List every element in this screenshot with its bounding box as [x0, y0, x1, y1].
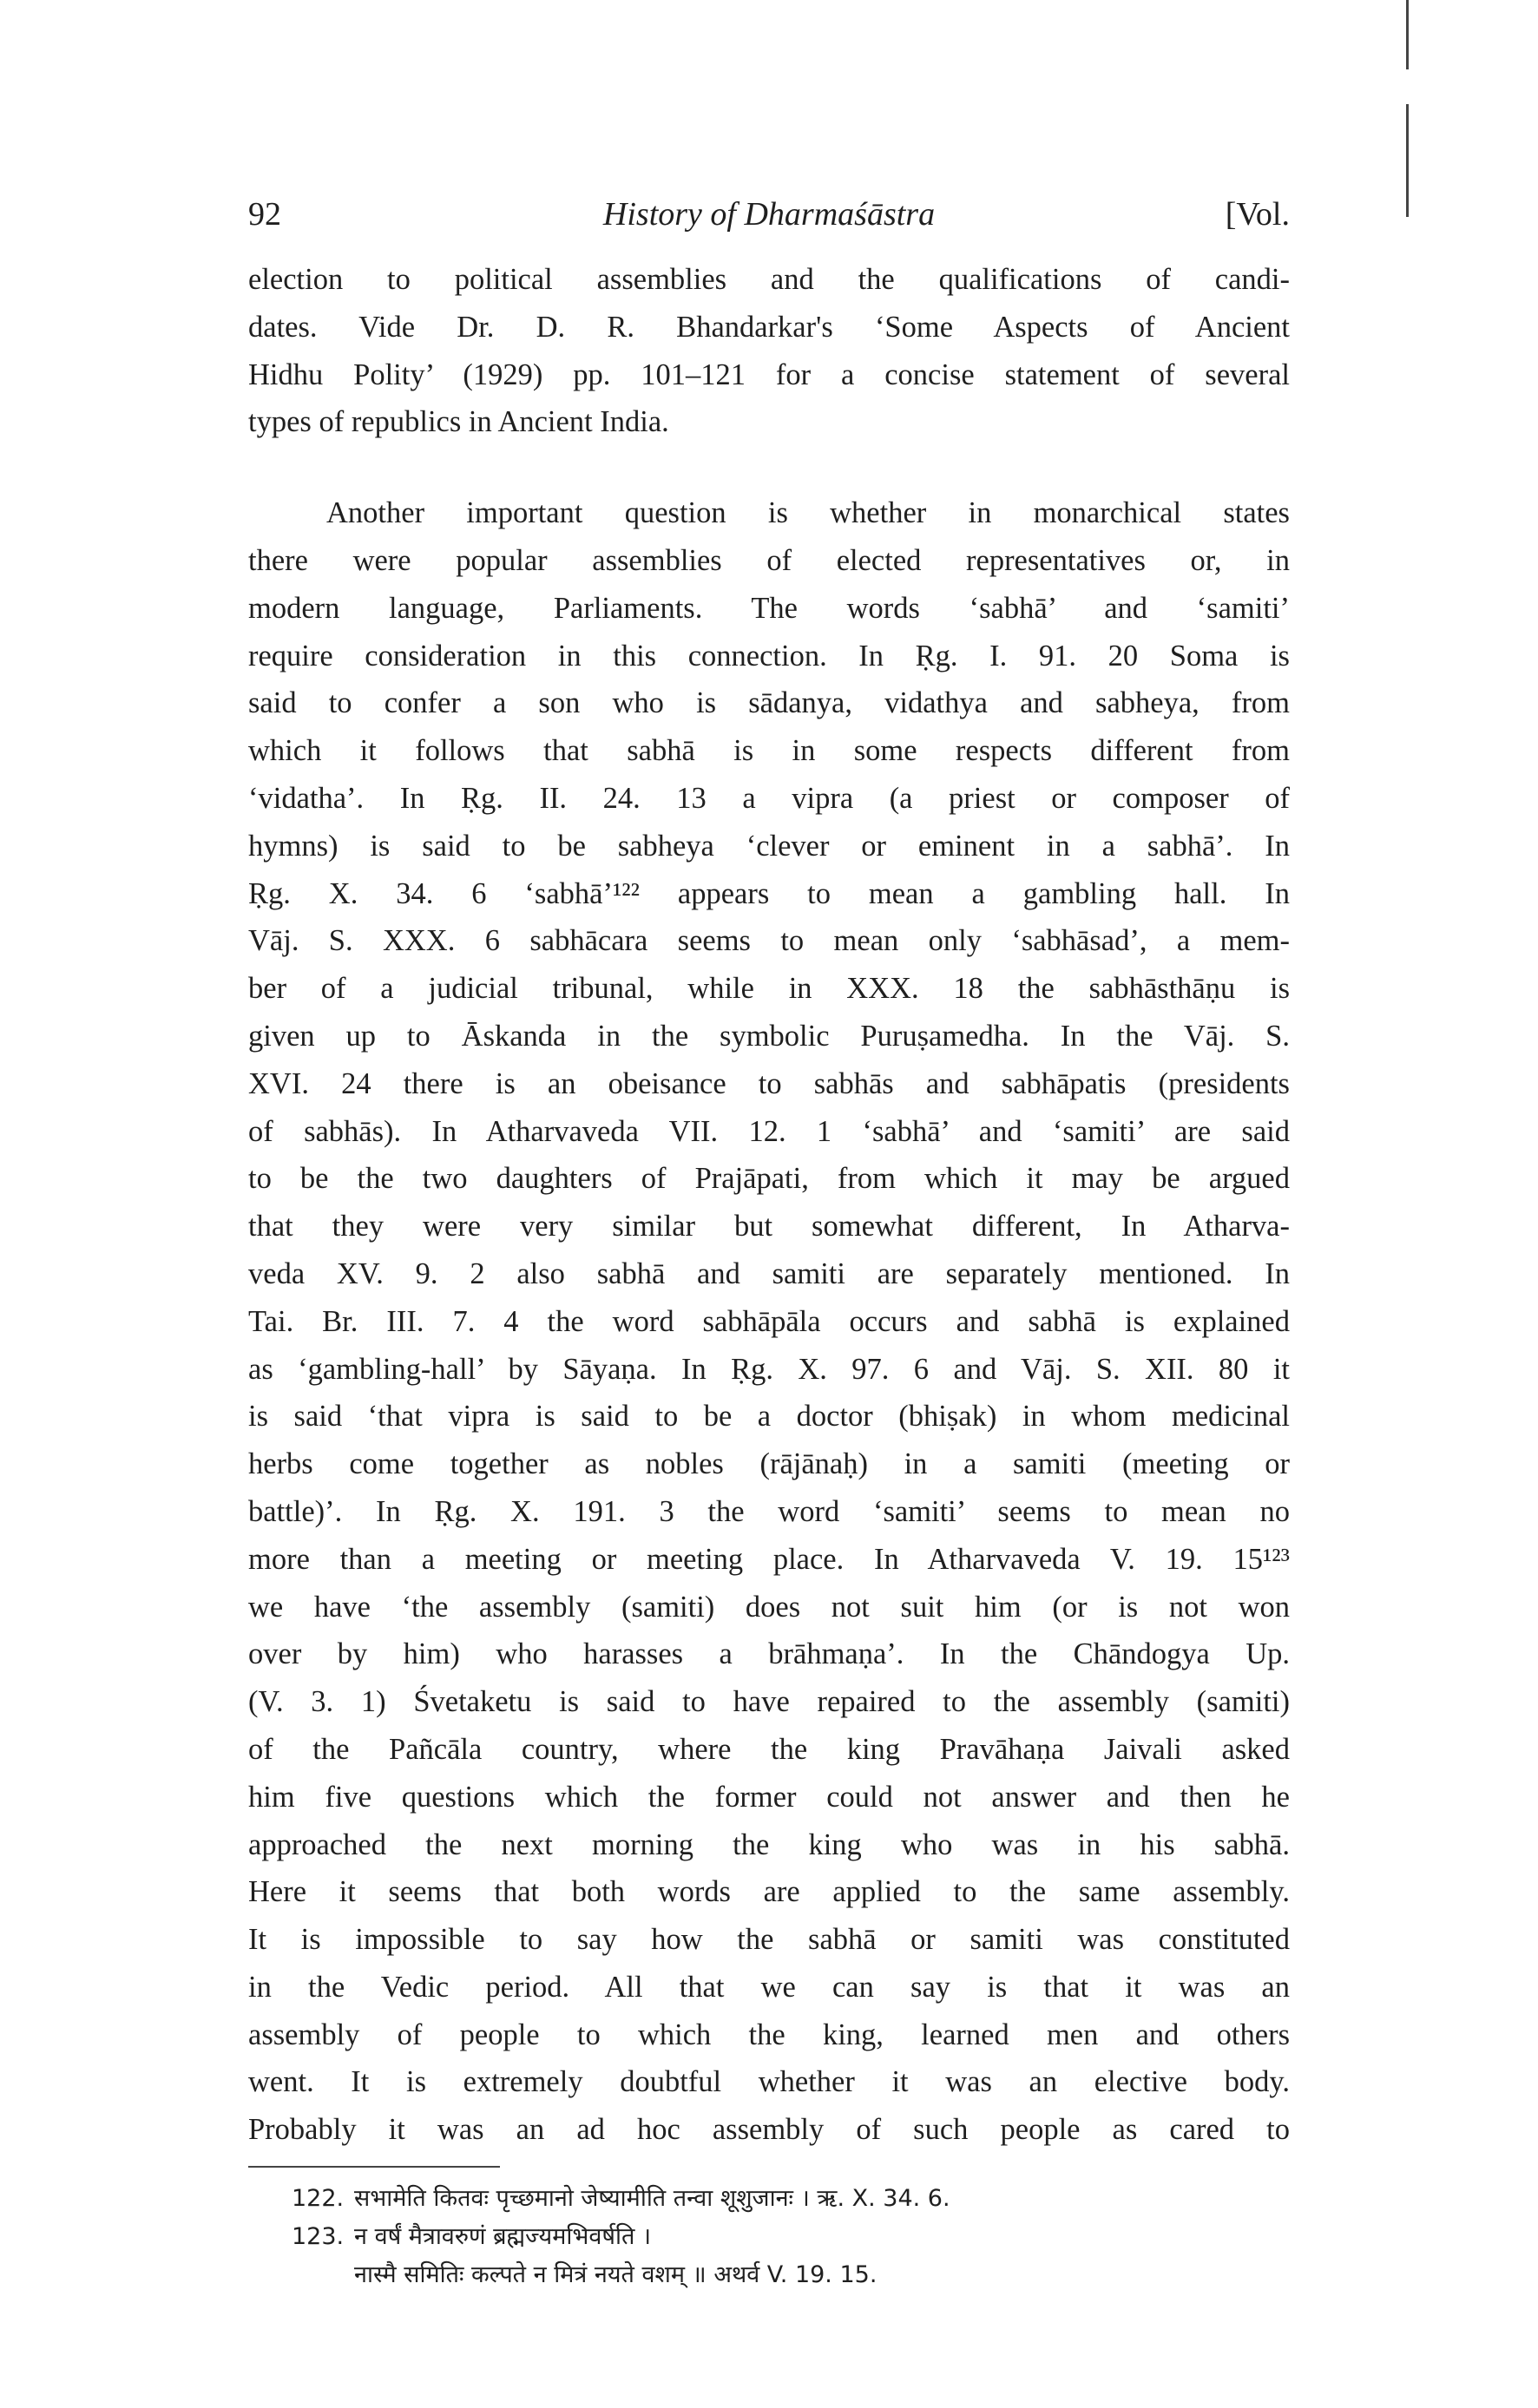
text-line: assembly of people to which the king, learned men and others	[248, 2018, 1290, 2051]
text-line: election to political assemblies and the qualifications of candi-	[248, 263, 1290, 296]
text-line: of the Pañcāla country, where the king Pravāhaṇa Jaivali asked	[248, 1732, 1290, 1766]
text-line: dates. Vide Dr. D. R. Bhandarkar's ‘Some Aspects of Ancient	[248, 310, 1290, 344]
text-line: given up to Āskanda in the symbolic Puruṣamedha. In the Vāj. S.	[248, 1019, 1290, 1053]
footnotes	[248, 2180, 1290, 2294]
text-line: Here it seems that both words are applied to the same assembly.	[248, 1875, 1290, 1909]
text-line: Probably it was an ad hoc assembly of such people as cared to	[248, 2113, 1290, 2147]
text-line: types of republics in Ancient India.	[248, 405, 669, 439]
footnote-text: सभामेति कितवः पृच्छमानो जेष्यामीति तन्वा शूशुजानः । ऋ. X. 34. 6.	[354, 2185, 950, 2213]
text-line: Hidhu Polity’ (1929) pp. 101–121 for a concise statement of several	[248, 358, 1290, 391]
text-line: to be the two daughters of Prajāpati, from which it may be argued	[248, 1162, 1290, 1196]
text-line: went. It is extremely doubtful whether it was an elective body.	[248, 2065, 1290, 2099]
text-line: more than a meeting or meeting place. In Atharvaveda V. 19. 15¹²³	[248, 1542, 1290, 1576]
footnote-text: नास्मै समितिः कल्पते न मित्रं नयते वशम् ॥ अथर्व V. 19. 15.	[354, 2261, 877, 2289]
text-line: approached the next morning the king who was in his sabhā.	[248, 1827, 1290, 1861]
text-line: is said ‘that vipra is said to be a doctor (bhiṣak) in whom medicinal	[248, 1400, 1290, 1434]
running-header	[248, 195, 1290, 256]
footnote-text: न वर्षं मैत्रावरुणं ब्रह्मज्यमभिवर्षति ।	[354, 2223, 652, 2251]
text-line: over by him) who harasses a brāhmaṇa’. In the Chāndogya Up.	[248, 1637, 1290, 1671]
paragraph-2	[248, 489, 1290, 2154]
text-line: said to confer a son who is sādanya, vidathya and sabheya, from	[248, 686, 1290, 720]
text-line: It is impossible to say how the sabhā or samiti was constituted	[248, 1923, 1290, 1957]
text-line: (V. 3. 1) Śvetaketu is said to have repaired to the assembly (samiti)	[248, 1685, 1290, 1719]
text-line: that they were very similar but somewhat different, In Atharva-	[248, 1210, 1290, 1243]
margin-rule-upper	[1406, 0, 1409, 69]
text-line: as ‘gambling-hall’ by Sāyaṇa. In Ṛg. X. 97. 6 and Vāj. S. XII. 80 it	[248, 1352, 1290, 1386]
text-line: him five questions which the former could not answer and then he	[248, 1780, 1290, 1814]
running-title: History of Dharmaśāstra	[602, 196, 936, 233]
text-line: require consideration in this connection. In Ṛg. I. 91. 20 Soma is	[248, 639, 1290, 673]
footnote-122	[292, 2180, 1290, 2218]
text-line: which it follows that sabhā is in some respects different from	[248, 734, 1290, 768]
paragraph-1	[248, 256, 1290, 446]
text-line: we have ‘the assembly (samiti) does not suit him (or is not won	[248, 1590, 1290, 1624]
text-line: in the Vedic period. All that we can say is that it was an	[248, 1970, 1290, 2004]
text-line: veda XV. 9. 2 also sabhā and samiti are separately mentioned. In	[248, 1256, 1290, 1290]
text-line: ‘vidatha’. In Ṛg. II. 24. 13 a vipra (a priest or composer of	[248, 781, 1290, 815]
text-line: herbs come together as nobles (rājānaḥ) in a samiti (meeting or	[248, 1447, 1290, 1481]
volume-label: [Vol.	[1225, 196, 1290, 233]
text-line: modern language, Parliaments. The words ‘sabhā’ and ‘samiti’	[248, 591, 1290, 625]
text-line: battle)’. In Ṛg. X. 191. 3 the word ‘samiti’ seems to mean no	[248, 1494, 1290, 1528]
text-line: Tai. Br. III. 7. 4 the word sabhāpāla occurs and sabhā is explained	[248, 1304, 1290, 1338]
text-line: ber of a judicial tribunal, while in XXX. 18 the sabhāsthāṇu is	[248, 972, 1290, 1006]
text-line: of sabhās). In Atharvaveda VII. 12. 1 ‘sabhā’ and ‘samiti’ are said	[248, 1114, 1290, 1148]
footnote-123	[292, 2218, 1290, 2256]
text-line: Vāj. S. XXX. 6 sabhācara seems to mean only ‘sabhāsad’, a mem-	[248, 924, 1290, 958]
text-line: hymns) is said to be sabheya ‘clever or eminent in a sabhā’. In	[248, 829, 1290, 863]
footnote-number: 123.	[292, 2223, 345, 2251]
footnote-divider	[248, 2166, 500, 2168]
text-line: Ṛg. X. 34. 6 ‘sabhā’¹²² appears to mean a gambling hall. In	[248, 876, 1290, 910]
page-number: 92	[248, 196, 281, 233]
text-line: Another important question is whether in monarchical states	[326, 496, 1290, 530]
book-page	[248, 195, 1290, 2294]
text-line: there were popular assemblies of elected representatives or, in	[248, 543, 1290, 577]
margin-rule-lower	[1406, 104, 1409, 217]
footnote-number: 122.	[292, 2185, 345, 2213]
text-line: XVI. 24 there is an obeisance to sabhās and sabhāpatis (presidents	[248, 1066, 1290, 1100]
